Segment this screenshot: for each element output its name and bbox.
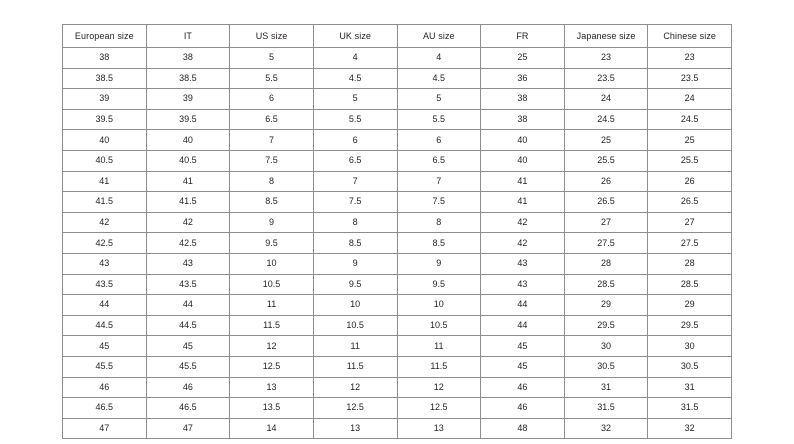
cell: 36 [481, 68, 565, 89]
cell: 42.5 [146, 233, 230, 254]
cell: 13.5 [230, 398, 314, 419]
cell: 12.5 [230, 356, 314, 377]
table-row [63, 89, 732, 110]
cell: 42 [63, 212, 147, 233]
cell: 39 [146, 89, 230, 110]
cell: 8.5 [230, 192, 314, 213]
size-conversion-table-container [62, 24, 732, 439]
cell: 41.5 [63, 192, 147, 213]
cell: 8 [230, 171, 314, 192]
cell: 9 [230, 212, 314, 233]
cell: 26 [564, 171, 648, 192]
cell: 42.5 [63, 233, 147, 254]
cell: 10 [230, 253, 314, 274]
cell: 6 [313, 130, 397, 151]
cell: 43 [63, 253, 147, 274]
cell: 48 [481, 418, 565, 439]
cell: 4 [313, 48, 397, 69]
cell: 46.5 [146, 398, 230, 419]
cell: 40 [63, 130, 147, 151]
cell: 25 [481, 48, 565, 69]
column-header-us-size: US size [230, 25, 314, 48]
cell: 10.5 [230, 274, 314, 295]
cell: 28 [648, 253, 732, 274]
cell: 10.5 [397, 315, 481, 336]
cell: 25 [564, 130, 648, 151]
cell: 30.5 [648, 356, 732, 377]
cell: 14 [230, 418, 314, 439]
cell: 5 [397, 89, 481, 110]
cell: 11.5 [313, 356, 397, 377]
cell: 46 [481, 398, 565, 419]
cell: 44.5 [146, 315, 230, 336]
cell: 8 [313, 212, 397, 233]
cell: 27.5 [648, 233, 732, 254]
cell: 25 [648, 130, 732, 151]
cell: 4.5 [313, 68, 397, 89]
cell: 41.5 [146, 192, 230, 213]
cell: 38 [481, 109, 565, 130]
cell: 6 [230, 89, 314, 110]
cell: 11 [313, 336, 397, 357]
cell: 45.5 [146, 356, 230, 377]
cell: 27.5 [564, 233, 648, 254]
cell: 23.5 [648, 68, 732, 89]
table-header [63, 25, 732, 48]
cell: 29 [648, 295, 732, 316]
cell: 30 [648, 336, 732, 357]
cell: 44.5 [63, 315, 147, 336]
cell: 47 [146, 418, 230, 439]
cell: 25.5 [564, 150, 648, 171]
cell: 8 [397, 212, 481, 233]
cell: 7.5 [313, 192, 397, 213]
cell: 7.5 [230, 150, 314, 171]
table-row [63, 171, 732, 192]
cell: 41 [63, 171, 147, 192]
cell: 41 [481, 192, 565, 213]
table-row [63, 130, 732, 151]
cell: 45 [481, 336, 565, 357]
cell: 6.5 [397, 150, 481, 171]
cell: 38.5 [146, 68, 230, 89]
cell: 29 [564, 295, 648, 316]
cell: 32 [648, 418, 732, 439]
cell: 28.5 [648, 274, 732, 295]
table-row [63, 233, 732, 254]
table-row [63, 274, 732, 295]
table-row [63, 295, 732, 316]
table-row [63, 398, 732, 419]
cell: 28.5 [564, 274, 648, 295]
cell: 43 [146, 253, 230, 274]
cell: 41 [146, 171, 230, 192]
cell: 7 [397, 171, 481, 192]
cell: 45 [481, 356, 565, 377]
cell: 12 [230, 336, 314, 357]
cell: 24.5 [648, 109, 732, 130]
cell: 42 [146, 212, 230, 233]
cell: 32 [564, 418, 648, 439]
cell: 46.5 [63, 398, 147, 419]
cell: 28 [564, 253, 648, 274]
cell: 27 [564, 212, 648, 233]
column-header-chinese-size: Chinese size [648, 25, 732, 48]
cell: 44 [63, 295, 147, 316]
cell: 5.5 [313, 109, 397, 130]
cell: 4.5 [397, 68, 481, 89]
cell: 40.5 [146, 150, 230, 171]
cell: 10.5 [313, 315, 397, 336]
cell: 43 [481, 253, 565, 274]
table-row [63, 48, 732, 69]
cell: 11.5 [230, 315, 314, 336]
cell: 11 [230, 295, 314, 316]
cell: 23.5 [564, 68, 648, 89]
cell: 6.5 [230, 109, 314, 130]
cell: 13 [397, 418, 481, 439]
cell: 38.5 [63, 68, 147, 89]
cell: 45 [63, 336, 147, 357]
table-row [63, 253, 732, 274]
table-row [63, 336, 732, 357]
cell: 23 [648, 48, 732, 69]
table-row [63, 356, 732, 377]
table-row [63, 68, 732, 89]
cell: 46 [63, 377, 147, 398]
cell: 5.5 [230, 68, 314, 89]
cell: 7 [313, 171, 397, 192]
cell: 9 [397, 253, 481, 274]
cell: 9 [313, 253, 397, 274]
cell: 39.5 [63, 109, 147, 130]
cell: 40.5 [63, 150, 147, 171]
cell: 40 [146, 130, 230, 151]
table-row [63, 150, 732, 171]
cell: 26 [648, 171, 732, 192]
cell: 29.5 [564, 315, 648, 336]
cell: 31.5 [648, 398, 732, 419]
cell: 12 [313, 377, 397, 398]
cell: 44 [481, 315, 565, 336]
column-header-au-size: AU size [397, 25, 481, 48]
cell: 5 [230, 48, 314, 69]
cell: 23 [564, 48, 648, 69]
cell: 26.5 [564, 192, 648, 213]
cell: 12 [397, 377, 481, 398]
cell: 47 [63, 418, 147, 439]
cell: 24.5 [564, 109, 648, 130]
cell: 9.5 [397, 274, 481, 295]
cell: 38 [146, 48, 230, 69]
cell: 7 [230, 130, 314, 151]
cell: 7.5 [397, 192, 481, 213]
cell: 13 [230, 377, 314, 398]
cell: 10 [397, 295, 481, 316]
cell: 29.5 [648, 315, 732, 336]
cell: 4 [397, 48, 481, 69]
cell: 10 [313, 295, 397, 316]
cell: 30.5 [564, 356, 648, 377]
cell: 44 [146, 295, 230, 316]
cell: 45.5 [63, 356, 147, 377]
cell: 38 [481, 89, 565, 110]
cell: 5.5 [397, 109, 481, 130]
column-header-fr: FR [481, 25, 565, 48]
cell: 12.5 [313, 398, 397, 419]
table-body [63, 48, 732, 439]
cell: 43.5 [146, 274, 230, 295]
cell: 13 [313, 418, 397, 439]
cell: 43.5 [63, 274, 147, 295]
cell: 43 [481, 274, 565, 295]
cell: 27 [648, 212, 732, 233]
cell: 31 [648, 377, 732, 398]
cell: 12.5 [397, 398, 481, 419]
column-header-uk-size: UK size [313, 25, 397, 48]
table-row [63, 377, 732, 398]
table-row [63, 109, 732, 130]
cell: 8.5 [397, 233, 481, 254]
cell: 9.5 [313, 274, 397, 295]
cell: 8.5 [313, 233, 397, 254]
cell: 31 [564, 377, 648, 398]
cell: 30 [564, 336, 648, 357]
cell: 39 [63, 89, 147, 110]
cell: 42 [481, 212, 565, 233]
column-header-european-size: European size [63, 25, 147, 48]
column-header-it: IT [146, 25, 230, 48]
cell: 24 [648, 89, 732, 110]
cell: 11.5 [397, 356, 481, 377]
cell: 25.5 [648, 150, 732, 171]
cell: 24 [564, 89, 648, 110]
cell: 26.5 [648, 192, 732, 213]
cell: 45 [146, 336, 230, 357]
cell: 31.5 [564, 398, 648, 419]
cell: 46 [146, 377, 230, 398]
cell: 11 [397, 336, 481, 357]
cell: 5 [313, 89, 397, 110]
cell: 42 [481, 233, 565, 254]
cell: 38 [63, 48, 147, 69]
table-header-row [63, 25, 732, 48]
cell: 40 [481, 130, 565, 151]
column-header-japanese-size: Japanese size [564, 25, 648, 48]
cell: 40 [481, 150, 565, 171]
cell: 41 [481, 171, 565, 192]
cell: 6 [397, 130, 481, 151]
cell: 46 [481, 377, 565, 398]
table-row [63, 315, 732, 336]
table-row [63, 418, 732, 439]
cell: 39.5 [146, 109, 230, 130]
table-row [63, 212, 732, 233]
cell: 9.5 [230, 233, 314, 254]
size-conversion-table [62, 24, 732, 439]
cell: 6.5 [313, 150, 397, 171]
table-row [63, 192, 732, 213]
cell: 44 [481, 295, 565, 316]
